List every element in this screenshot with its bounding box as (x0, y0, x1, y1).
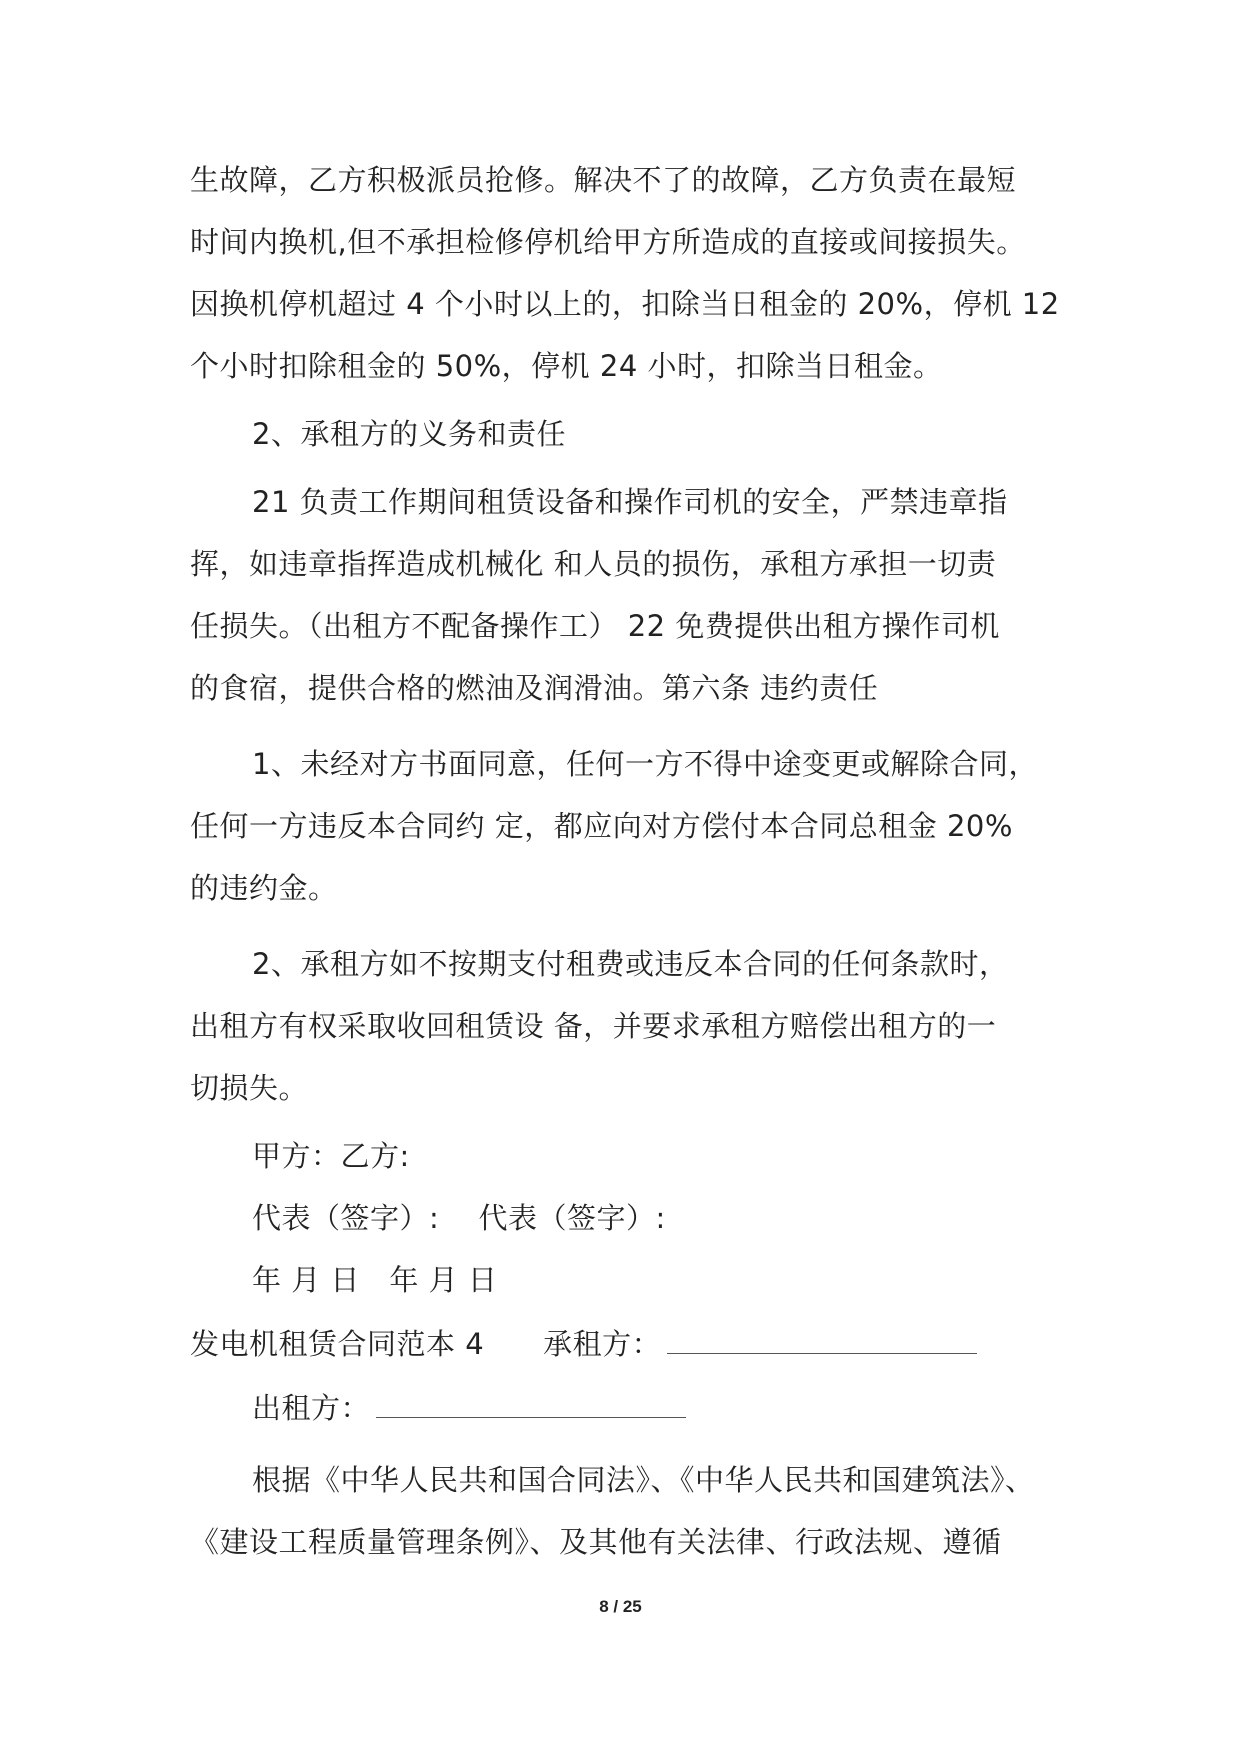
text-line: 2、承租方如不按期支付租费或违反本合同的任何条款时， (252, 947, 1009, 981)
signature-dates: 年 月 日 年 月 日 (252, 1263, 498, 1297)
lessee-blank (667, 1352, 977, 1354)
text-line: 时间内换机,但不承担检修停机给甲方所造成的直接或间接损失。 (190, 225, 1026, 259)
text-line: 《建设工程质量管理条例》、及其他有关法律、行政法规、遵循 (190, 1525, 1002, 1559)
text-line: 切损失。 (190, 1071, 309, 1105)
text-line: 出租方有权采取收回租赁设 备，并要求承租方赔偿出租方的一 (190, 1009, 997, 1043)
text-line: 1、未经对方书面同意，任何一方不得中途变更或解除合同， (252, 747, 1038, 781)
signature-representatives: 代表（签字）: 代表（签字）: (252, 1201, 666, 1235)
text-line: 21 负责工作期间租赁设备和操作司机的安全，严禁违章指 (252, 485, 1008, 519)
text-line: 挥，如违章指挥造成机械化 和人员的损伤，承租方承担一切责 (190, 547, 997, 581)
text-line: 根据《中华人民共和国合同法》、《中华人民共和国建筑法》、 (252, 1463, 1035, 1497)
lessor-label: 出租方： (252, 1391, 371, 1425)
lessor-blank (376, 1416, 686, 1418)
text-line: 任损失。（出租方不配备操作工） 22 免费提供出租方操作司机 (190, 609, 1000, 643)
text-line: 任何一方违反本合同约 定，都应向对方偿付本合同总租金 20% (190, 809, 1013, 843)
section-heading: 2、承租方的义务和责任 (252, 417, 566, 451)
contract-title-line (190, 1326, 977, 1362)
lessor-line (252, 1390, 686, 1426)
text-line: 的食宿，提供合格的燃油及润滑油。第六条 违约责任 (190, 671, 879, 705)
text-line: 个小时扣除租金的 50%，停机 24 小时，扣除当日租金。 (190, 349, 943, 383)
text-line: 因换机停机超过 4 个小时以上的，扣除当日租金的 20%，停机 12 (190, 287, 1060, 321)
contract-title-text: 发电机租赁合同范本 4 承租方： (190, 1327, 662, 1361)
page-number: 8 / 25 (599, 1597, 642, 1616)
text-line: 生故障，乙方积极派员抢修。解决不了的故障，乙方负责在最短 (190, 163, 1017, 197)
signature-parties: 甲方：乙方: (252, 1139, 410, 1173)
text-line: 的违约金。 (190, 871, 338, 905)
